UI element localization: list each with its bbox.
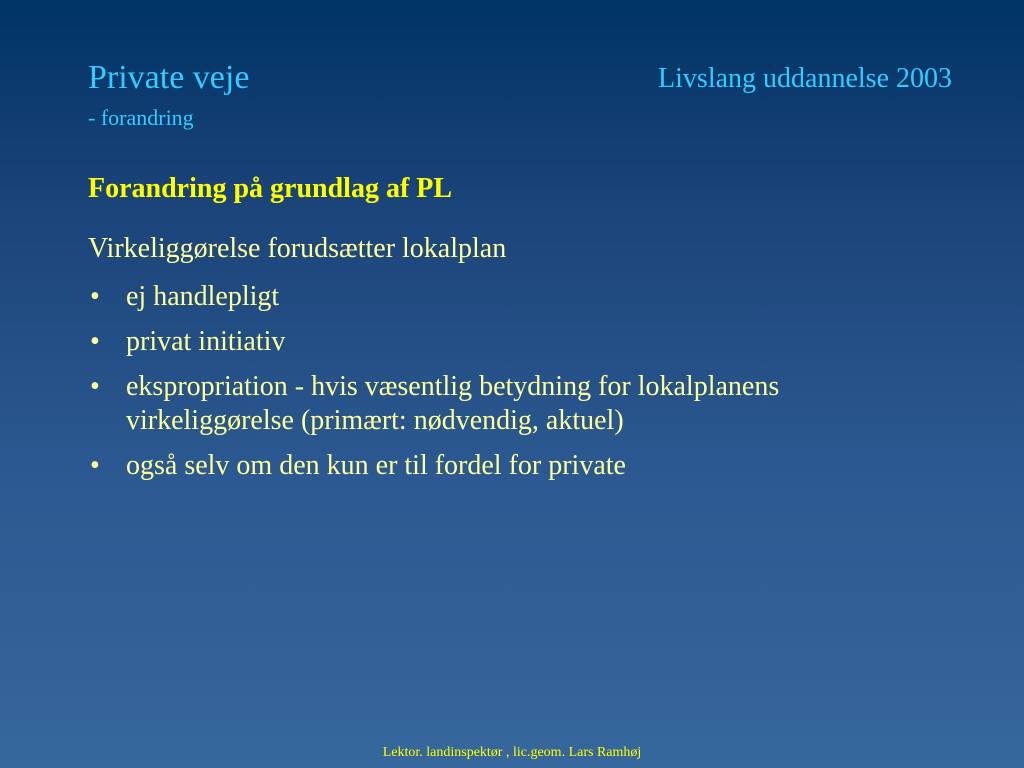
bullet-text: ej handlepligt	[126, 281, 280, 312]
bullet-text: ekspropriation - hvis væsentlig betydning for lokalplanens virkeliggørelse (primært: nødvendig, aktuel)	[126, 371, 780, 436]
course-label: Livslang uddannelse 2003	[658, 63, 952, 94]
bullet-item	[88, 370, 948, 438]
footer-author: Lektor. landinspektør , lic.geom. Lars Ramhøj	[382, 745, 642, 760]
bullet-item	[88, 325, 948, 359]
slide-title: Private veje	[88, 59, 250, 96]
bullet-item	[88, 280, 948, 314]
slide-subtitle: - forandring	[88, 105, 194, 130]
bullet-list	[88, 280, 948, 494]
bullet-icon: •	[90, 326, 100, 357]
bullet-text: privat initiativ	[126, 326, 286, 357]
bullet-icon: •	[90, 450, 100, 481]
bullet-text: også selv om den kun er til fordel for private	[126, 450, 626, 481]
bullet-icon: •	[90, 281, 100, 312]
bullet-icon: •	[90, 371, 100, 402]
intro-text: Virkeliggørelse forudsætter lokalplan	[88, 233, 507, 264]
bullet-item	[88, 449, 948, 483]
section-heading: Forandring på grundlag af PL	[88, 173, 453, 204]
